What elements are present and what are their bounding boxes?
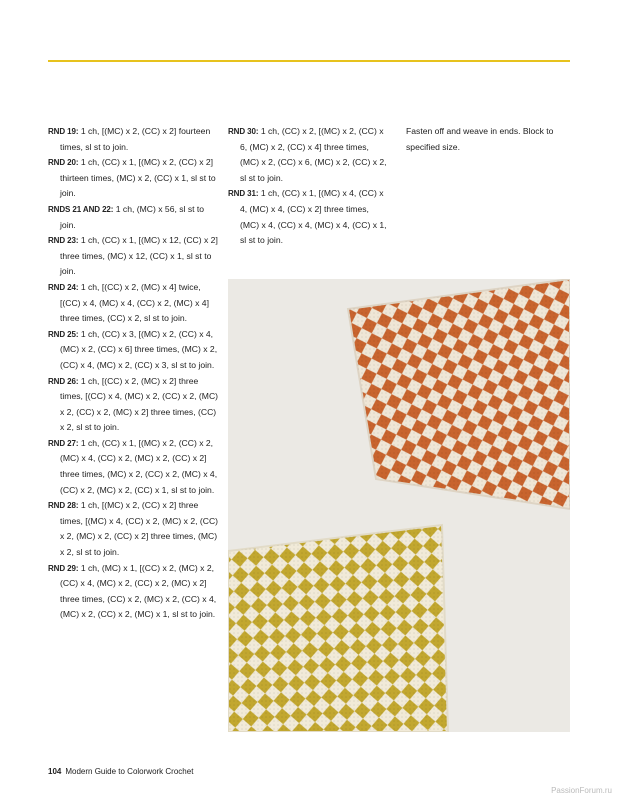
finishing-text [406,124,576,155]
round-instruction: RNDS 21 AND 22: 1 ch, (MC) x 56, sl st to join. [48,203,205,230]
pattern-column-2 [228,124,388,249]
round-instruction: RND 24: 1 ch, [(CC) x 2, (MC) x 4] twice, [(CC) x 4, (MC) x 4, (CC) x 2, (MC) x 4] three times, (CC) x 2, sl st to join. [48,281,209,324]
round-instruction: RND 25: 1 ch, (CC) x 3, [(MC) x 2, (CC) x 4, (MC) x 2, (CC) x 6] three times, (MC) x 2, (CC) x 4, (MC) x 2, (CC) x 3, sl st to join. [48,328,218,370]
header-rule [48,60,570,62]
finishing-instruction: Fasten off and weave in ends. Block to specified size. [406,126,554,152]
round-instruction: RND 23: 1 ch, (CC) x 1, [(MC) x 12, (CC) x 2] three times, (MC) x 12, (CC) x 1, sl st to join. [48,235,218,277]
page-number: 104 [48,767,62,776]
watermark: PassionForum.ru [551,786,612,795]
round-instruction: RND 31: 1 ch, (CC) x 1, [(MC) x 4, (CC) x 4, (MC) x 4, (CC) x 2] three times, (MC) x 4, (CC) x 4, (MC) x 4, (CC) x 1, sl st to join. [228,188,387,246]
book-title: Modern Guide to Colorwork Crochet [65,767,194,776]
round-instruction: RND 20: 1 ch, (CC) x 1, [(MC) x 2, (CC) x 2] thirteen times, (MC) x 2, (CC) x 1, sl st to join. [48,157,216,199]
round-instruction: RND 26: 1 ch, [(CC) x 2, (MC) x 2] three times, [(CC) x 4, (MC) x 2, (CC) x 2, (MC) x 2, (CC) x 2, (MC) x 2] three times, (CC) x 2, sl st to join. [48,375,219,433]
round-instruction: RND 30: 1 ch, (CC) x 2, [(MC) x 2, (CC) x 6, (MC) x 2, (CC) x 4] three times, (MC) x 2, (CC) x 6, (MC) x 2, (CC) x 2, sl st to join. [228,126,387,183]
crochet-swatch-photo [228,279,570,732]
round-instruction: RND 19: 1 ch, [(MC) x 2, (CC) x 2] fourteen times, sl st to join. [48,126,211,152]
round-instruction: RND 28: 1 ch, [(MC) x 2, (CC) x 2] three times, [(MC) x 4, (CC) x 2, (MC) x 2, (CC) x 2, (MC) x 2, (CC) x 2] three times, (MC) x 2, sl st to join. [48,500,219,558]
round-instruction: RND 27: 1 ch, (CC) x 1, [(MC) x 2, (CC) x 2, (MC) x 4, (CC) x 2, (MC) x 2, (CC) x 2] three times, (MC) x 2, (CC) x 2, (MC) x 4, (CC) x 2, (MC) x 2, (CC) x 1, sl st to join. [48,437,218,495]
round-instruction: RND 29: 1 ch, (MC) x 1, [(CC) x 2, (MC) x 2, (CC) x 4, (MC) x 2, (CC) x 2, (MC) x 2] three times, (CC) x 2, (MC) x 2, (CC) x 4, (MC) x 2, (CC) x 2, (MC) x 1, sl st to join. [48,562,217,620]
pattern-column-1 [48,124,220,623]
page-footer [48,767,193,776]
photo-illustration [228,279,570,732]
